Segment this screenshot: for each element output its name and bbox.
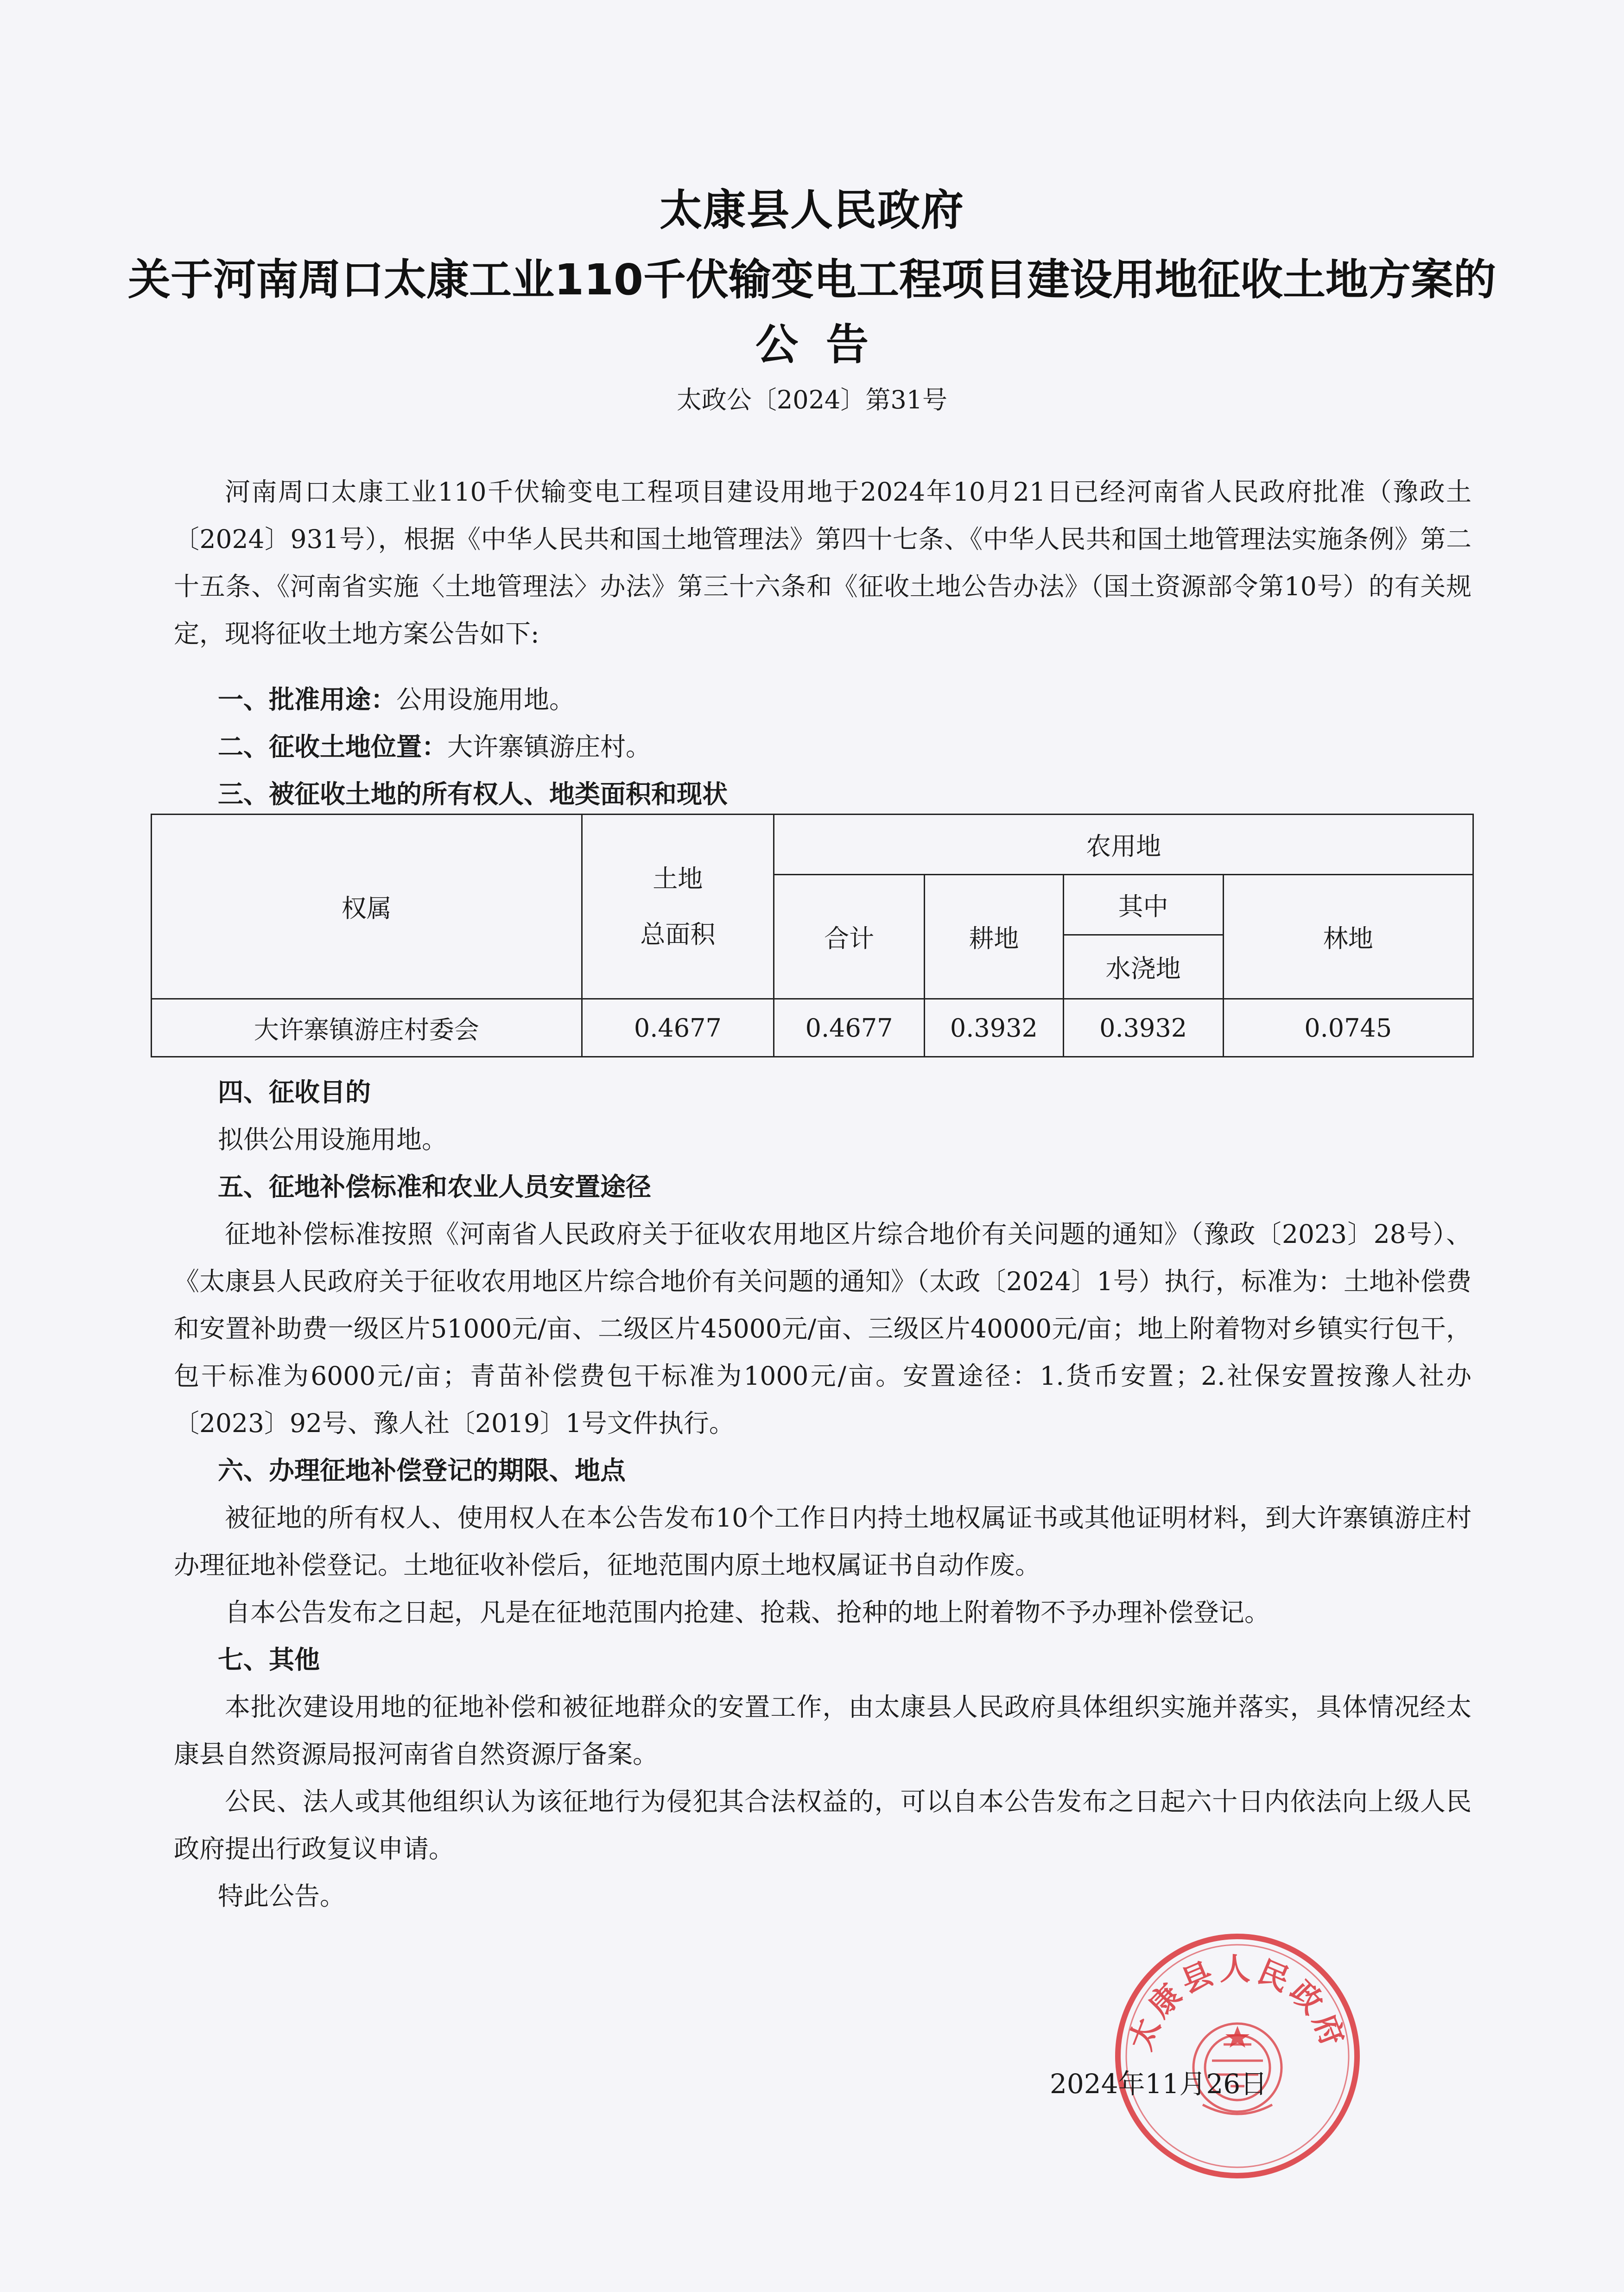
cell-total: 0.4677 bbox=[582, 999, 774, 1057]
seal-text: 太康县人民政府 bbox=[1123, 1951, 1352, 2055]
section-3-heading: 三、被征收土地的所有权人、地类面积和现状 bbox=[218, 779, 728, 809]
header-cultivated: 耕地 bbox=[924, 875, 1063, 999]
header-subtotal: 合计 bbox=[774, 875, 925, 999]
section-4-heading: 四、征收目的 bbox=[218, 1077, 371, 1107]
table-row bbox=[152, 999, 1473, 1057]
official-seal-icon bbox=[1110, 1929, 1365, 2184]
cell-cultivated: 0.3932 bbox=[924, 999, 1063, 1057]
cell-subtotal: 0.4677 bbox=[774, 999, 925, 1057]
issuer-title: 太康县人民政府 bbox=[659, 185, 964, 235]
section-2-value: 大许寨镇游庄村。 bbox=[447, 732, 652, 762]
issue-date: 2024年11月26日 bbox=[1050, 2068, 1268, 2100]
section-7-heading: 七、其他 bbox=[218, 1645, 320, 1674]
header-agricultural: 农用地 bbox=[774, 815, 1473, 875]
section-6-body-2: 自本公告发布之日起，凡是在征地范围内抢建、抢栽、抢种的地上附着物不予办理补偿登记。 bbox=[225, 1598, 1270, 1627]
section-6-body-1: 被征地的所有权人、使用权人在本公告发布10个工作日内持土地权属证书或其他证明材料，到大许寨镇游庄村办理征地补偿登记。土地征收补偿后，征地范围内原土地权属证书自动作废。 bbox=[174, 1503, 1472, 1580]
intro-paragraph: 河南周口太康工业110千伏输变电工程项目建设用地于2024年10月21日已经河南省人民政府批准（豫政土〔2024〕931号），根据《中华人民共和国土地管理法》第四十七条、《中华人民共和国土地管理法实施条例》第二十五条、《河南省实施〈土地管理法〉办法》第三十六条和《征收土地公告办法》（国土资源部令第10号）的有关规定，现将征收土地方案公告如下: bbox=[174, 477, 1472, 649]
section-2-heading: 二、征收土地位置： bbox=[218, 732, 448, 762]
document-number: 太政公〔2024〕第31号 bbox=[676, 385, 948, 414]
notice-subject: 关于河南周口太康工业110千伏输变电工程项目建设用地征收土地方案的 bbox=[127, 255, 1497, 305]
section-1-value: 公用设施用地。 bbox=[396, 685, 575, 714]
section-7-body-2: 公民、法人或其他组织认为该征地行为侵犯其合法权益的，可以自本公告发布之日起六十日内依法向上级人民政府提出行政复议申请。 bbox=[174, 1787, 1472, 1864]
land-table bbox=[151, 814, 1474, 1057]
section-4-body: 拟供公用设施用地。 bbox=[218, 1125, 448, 1154]
header-irrigated: 水浇地 bbox=[1063, 935, 1223, 999]
closing-line: 特此公告。 bbox=[218, 1881, 346, 1911]
notice-label: 公告 bbox=[755, 320, 896, 369]
cell-owner: 大许寨镇游庄村委会 bbox=[152, 999, 582, 1057]
header-of-which: 其中 bbox=[1063, 875, 1223, 935]
section-6-heading: 六、办理征地补偿登记的期限、地点 bbox=[218, 1456, 626, 1485]
section-5-body: 征地补偿标准按照《河南省人民政府关于征收农用地区片综合地价有关问题的通知》（豫政〔2023〕28号）、《太康县人民政府关于征收农用地区片综合地价有关问题的通知》（太政〔2024〕1号）执行，标准为：土地补偿费和安置补助费一级区片51000元/亩、二级区片45000元/亩、三级区片40000元/亩；地上附着物对乡镇实行包干，包干标准为6000元/亩；青苗补偿费包干标准为1000元/亩。安置途径：1.货币安置；2.社保安置按豫人社办〔2023〕92号、豫人社〔2019〕1号文件执行。 bbox=[174, 1219, 1472, 1438]
header-forest: 林地 bbox=[1223, 875, 1473, 999]
cell-forest: 0.0745 bbox=[1223, 999, 1473, 1057]
header-ownership: 权属 bbox=[152, 815, 582, 999]
section-1 bbox=[218, 676, 575, 723]
section-5-heading: 五、征地补偿标准和农业人员安置途径 bbox=[218, 1172, 652, 1202]
section-7-body-1: 本批次建设用地的征地补偿和被征地群众的安置工作，由太康县人民政府具体组织实施并落实，具体情况经太康县自然资源局报河南省自然资源厅备案。 bbox=[174, 1692, 1472, 1769]
header-total-area: 土地 总面积 bbox=[582, 815, 774, 999]
cell-irrigated: 0.3932 bbox=[1063, 999, 1223, 1057]
section-1-heading: 一、批准用途： bbox=[218, 685, 397, 714]
section-2 bbox=[218, 723, 651, 770]
